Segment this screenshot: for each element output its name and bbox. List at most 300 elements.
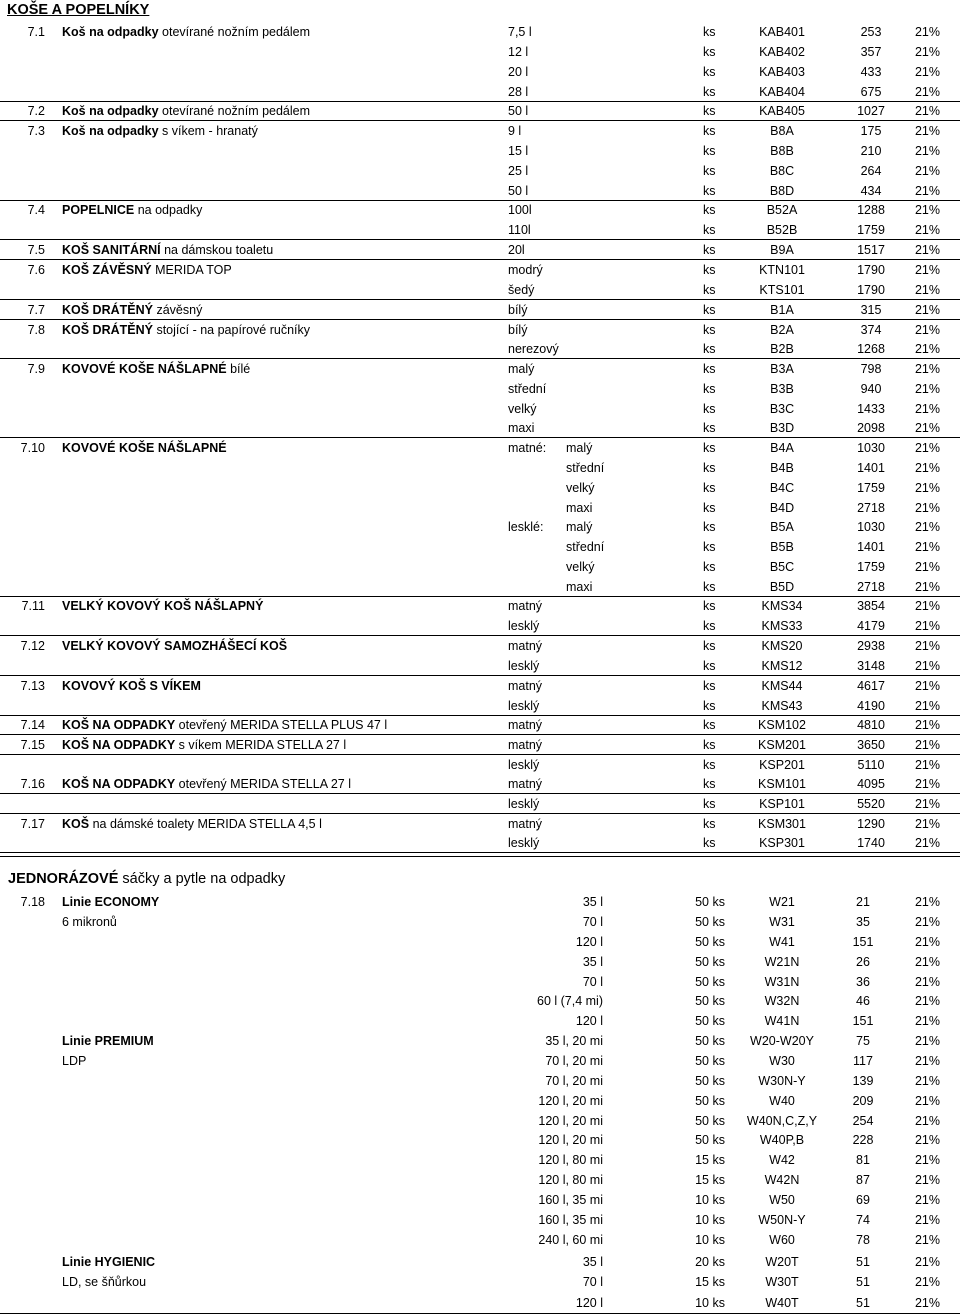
item-name <box>62 362 250 376</box>
variant: 7,5 l <box>508 25 532 39</box>
item-name <box>62 915 117 929</box>
pack-size: 50 ks <box>695 1034 725 1048</box>
item-number: 7.5 <box>27 243 45 257</box>
variant: lesklé: <box>508 520 544 534</box>
vat-rate: 21% <box>914 243 940 257</box>
product-code: W31 <box>769 915 795 929</box>
item-name-bold: KOŠ NA ODPADKY <box>62 738 176 752</box>
vat-rate: 21% <box>914 303 940 317</box>
vat-rate: 21% <box>914 1014 940 1028</box>
vat-rate: 21% <box>914 501 940 515</box>
vat-rate: 21% <box>914 738 940 752</box>
variant: matný <box>508 817 543 831</box>
unit: ks <box>703 164 716 178</box>
pack-size: 10 ks <box>695 1233 725 1247</box>
volume: 240 l, 60 mi <box>538 1233 603 1247</box>
table-row <box>0 577 960 597</box>
item-name <box>62 1255 155 1269</box>
item-name-detail: stojící - na papírové ručníky <box>152 323 310 337</box>
vat-rate: 21% <box>914 1233 940 1247</box>
product-code: B8C <box>769 164 795 178</box>
vat-rate: 21% <box>914 679 940 693</box>
volume: 60 l (7,4 mi) <box>537 994 603 1008</box>
vat-rate: 21% <box>914 1153 940 1167</box>
unit: ks <box>703 45 716 59</box>
item-name-bold: KOŠ NA ODPADKY <box>62 777 176 791</box>
page-title: KOŠE A POPELNÍKY <box>7 2 150 18</box>
item-name-detail: na odpadky <box>134 203 203 217</box>
unit: ks <box>703 817 716 831</box>
table-row <box>0 181 960 201</box>
product-code: W42 <box>769 1153 795 1167</box>
vat-rate: 21% <box>914 817 940 831</box>
variant: 28 l <box>508 85 529 99</box>
section-heading-bags: JEDNORÁZOVÉ sáčky a pytle na odpadky <box>8 871 286 887</box>
product-code: W20T <box>765 1255 799 1269</box>
vat-rate: 21% <box>914 836 940 850</box>
product-code: B3A <box>770 362 794 376</box>
table-row <box>0 42 960 61</box>
item-name <box>62 441 227 455</box>
volume: 70 l <box>582 975 603 989</box>
table-row <box>0 676 960 695</box>
price: 75 <box>856 1034 870 1048</box>
product-code: B1A <box>770 303 794 317</box>
item-name-bold: KOŠ DRÁTĚNÝ <box>62 323 153 337</box>
variant-size: velký <box>566 481 595 495</box>
section-divider <box>0 856 960 857</box>
unit: ks <box>703 777 716 791</box>
variant: 50 l <box>508 104 529 118</box>
table-row <box>0 498 960 517</box>
pack-size: 50 ks <box>695 1133 725 1147</box>
price: 264 <box>860 164 882 178</box>
item-number: 7.11 <box>21 599 45 613</box>
item-name-detail: 6 mikronů <box>62 915 117 929</box>
price: 3148 <box>857 659 885 673</box>
table-row <box>0 1150 960 1170</box>
product-code: W21 <box>769 895 795 909</box>
variant: matný <box>508 738 543 752</box>
price: 81 <box>856 1153 870 1167</box>
price: 210 <box>860 144 882 158</box>
table-row <box>0 1293 960 1314</box>
vat-rate: 21% <box>914 1255 940 1269</box>
vat-rate: 21% <box>914 1213 940 1227</box>
variant: 100l <box>508 203 532 217</box>
product-code: KSP301 <box>759 836 805 850</box>
variant-size: maxi <box>566 501 593 515</box>
table-row <box>0 22 960 41</box>
product-code: B52A <box>766 203 798 217</box>
item-name <box>62 1275 146 1289</box>
table-row <box>0 833 960 853</box>
variant: matný <box>508 679 543 693</box>
price: 434 <box>860 184 882 198</box>
item-name-bold: VELKÝ KOVOVÝ KOŠ NÁŠLAPNÝ <box>62 599 264 613</box>
vat-rate: 21% <box>914 223 940 237</box>
table-row <box>0 557 960 576</box>
unit: ks <box>703 124 716 138</box>
volume: 70 l <box>582 1275 603 1289</box>
vat-rate: 21% <box>914 619 940 633</box>
pack-size: 50 ks <box>695 975 725 989</box>
vat-rate: 21% <box>914 481 940 495</box>
item-name-bold: Koš na odpadky <box>62 124 159 138</box>
variant: 20 l <box>508 65 529 79</box>
pack-size: 50 ks <box>695 955 725 969</box>
price: 78 <box>856 1233 870 1247</box>
table-row <box>0 141 960 160</box>
product-code: B8D <box>769 184 795 198</box>
unit: ks <box>703 85 716 99</box>
product-code: KAB404 <box>759 85 805 99</box>
unit: ks <box>703 421 716 435</box>
price: 4190 <box>857 699 885 713</box>
item-name-bold: Koš na odpadky <box>62 25 159 39</box>
product-code: B5D <box>769 580 795 594</box>
unit: ks <box>703 619 716 633</box>
price: 228 <box>852 1133 874 1147</box>
price: 4095 <box>857 777 885 791</box>
product-code: B4D <box>769 501 795 515</box>
pack-size: 50 ks <box>695 994 725 1008</box>
item-number: 7.8 <box>27 323 45 337</box>
product-code: W40N,C,Z,Y <box>746 1114 818 1128</box>
price: 1288 <box>857 203 885 217</box>
product-code: W50 <box>769 1193 795 1207</box>
table-row <box>0 320 960 339</box>
price: 4179 <box>857 619 885 633</box>
table-row <box>0 1272 960 1292</box>
variant: střední <box>508 382 547 396</box>
variant-size: střední <box>566 461 605 475</box>
vat-rate: 21% <box>914 402 940 416</box>
table-row <box>0 616 960 636</box>
unit: ks <box>703 659 716 673</box>
item-name-bold: KOVOVÝ KOŠ S VÍKEM <box>62 679 201 693</box>
price: 3854 <box>857 599 885 613</box>
product-code: KSP101 <box>759 797 805 811</box>
variant: šedý <box>508 283 535 297</box>
price: 254 <box>852 1114 874 1128</box>
product-code: B4A <box>770 441 794 455</box>
product-code: B5B <box>770 540 794 554</box>
product-code: W30 <box>769 1054 795 1068</box>
vat-rate: 21% <box>914 1114 940 1128</box>
product-code: KMS44 <box>761 679 803 693</box>
product-code: B3C <box>769 402 795 416</box>
unit: ks <box>703 718 716 732</box>
price: 51 <box>856 1255 870 1269</box>
variant: 50 l <box>508 184 529 198</box>
volume: 70 l, 20 mi <box>545 1074 603 1088</box>
product-code: KSM101 <box>758 777 806 791</box>
volume: 120 l <box>575 935 603 949</box>
item-name-detail: LDP <box>62 1054 87 1068</box>
item-number: 7.6 <box>27 263 45 277</box>
unit: ks <box>703 144 716 158</box>
unit: ks <box>703 679 716 693</box>
vat-rate: 21% <box>914 1094 940 1108</box>
price: 357 <box>860 45 882 59</box>
table-row <box>0 240 960 260</box>
price: 2938 <box>857 639 885 653</box>
table-row <box>0 478 960 497</box>
price: 1759 <box>857 560 885 574</box>
price: 21 <box>856 895 870 909</box>
table-row <box>0 359 960 378</box>
table-row <box>0 62 960 81</box>
variant: bílý <box>508 303 528 317</box>
variant: lesklý <box>508 699 540 713</box>
price: 798 <box>860 362 882 376</box>
item-name-detail: závěsný <box>152 303 203 317</box>
table-row <box>0 1051 960 1071</box>
price: 1517 <box>857 243 885 257</box>
product-code: B3D <box>769 421 795 435</box>
product-code: B5C <box>769 560 795 574</box>
price: 175 <box>860 124 882 138</box>
price: 151 <box>852 1014 874 1028</box>
table-row <box>0 991 960 1011</box>
item-name-bold: POPELNICE <box>62 203 135 217</box>
price: 26 <box>856 955 870 969</box>
vat-rate: 21% <box>914 382 940 396</box>
unit: ks <box>703 104 716 118</box>
product-code: W30T <box>765 1275 799 1289</box>
variant: lesklý <box>508 619 540 633</box>
pack-size: 50 ks <box>695 915 725 929</box>
variant: lesklý <box>508 758 540 772</box>
product-code: KAB405 <box>759 104 805 118</box>
vat-rate: 21% <box>914 975 940 989</box>
table-row <box>0 260 960 279</box>
unit: ks <box>703 580 716 594</box>
item-name-detail: s víkem MERIDA STELLA 27 l <box>175 738 347 752</box>
price: 374 <box>860 323 882 337</box>
vat-rate: 21% <box>914 758 940 772</box>
price: 35 <box>856 915 870 929</box>
vat-rate: 21% <box>914 124 940 138</box>
volume: 35 l <box>582 955 603 969</box>
table-row <box>0 794 960 814</box>
product-code: W60 <box>769 1233 795 1247</box>
unit: ks <box>703 481 716 495</box>
price: 74 <box>856 1213 870 1227</box>
item-name <box>62 599 263 613</box>
table-row <box>0 300 960 320</box>
price: 139 <box>852 1074 874 1088</box>
product-code: KSM201 <box>758 738 806 752</box>
item-name <box>62 777 351 791</box>
price: 209 <box>852 1094 874 1108</box>
product-code: W21N <box>764 955 800 969</box>
volume: 160 l, 35 mi <box>538 1193 603 1207</box>
vat-rate: 21% <box>914 797 940 811</box>
product-code: KSP201 <box>759 758 805 772</box>
product-code: B52B <box>766 223 798 237</box>
variant: matný <box>508 639 543 653</box>
item-number: 7.12 <box>20 639 45 653</box>
variant: 12 l <box>508 45 529 59</box>
item-name <box>62 323 310 337</box>
item-name-detail: bílé <box>226 362 251 376</box>
table-row <box>0 1252 960 1272</box>
price: 1433 <box>857 402 885 416</box>
vat-rate: 21% <box>914 441 940 455</box>
vat-rate: 21% <box>914 283 940 297</box>
vat-rate: 21% <box>914 520 940 534</box>
unit: ks <box>703 639 716 653</box>
pack-size: 10 ks <box>695 1193 725 1207</box>
product-code: KMS34 <box>761 599 803 613</box>
vat-rate: 21% <box>914 1193 940 1207</box>
price: 433 <box>860 65 882 79</box>
unit: ks <box>703 362 716 376</box>
product-code: B2A <box>770 323 794 337</box>
item-name <box>62 1054 86 1068</box>
price: 1268 <box>857 342 885 356</box>
pack-size: 50 ks <box>695 1114 725 1128</box>
product-code: B5A <box>770 520 794 534</box>
table-row <box>0 200 960 219</box>
vat-rate: 21% <box>914 323 940 337</box>
vat-rate: 21% <box>914 915 940 929</box>
product-code: W42N <box>764 1173 800 1187</box>
item-name <box>62 718 387 732</box>
variant-size: střední <box>566 540 605 554</box>
pack-size: 10 ks <box>695 1296 725 1310</box>
product-code: W40P,B <box>759 1133 805 1147</box>
unit: ks <box>703 263 716 277</box>
product-code: B8B <box>770 144 794 158</box>
table-row <box>0 952 960 972</box>
table-row <box>0 537 960 556</box>
table-row <box>0 774 960 794</box>
variant: matné: <box>508 441 547 455</box>
volume: 160 l, 35 mi <box>538 1213 603 1227</box>
price: 4617 <box>857 679 885 693</box>
price: 1030 <box>857 441 885 455</box>
vat-rate: 21% <box>914 1296 940 1310</box>
variant: maxi <box>508 421 535 435</box>
price: 1790 <box>857 263 885 277</box>
item-name-bold: Koš na odpadky <box>62 104 159 118</box>
item-name <box>62 303 202 317</box>
vat-rate: 21% <box>914 263 940 277</box>
volume: 120 l, 20 mi <box>538 1114 603 1128</box>
product-code: KAB403 <box>759 65 805 79</box>
unit: ks <box>703 699 716 713</box>
item-name-bold: KOŠ NA ODPADKY <box>62 718 176 732</box>
variant: velký <box>508 402 537 416</box>
table-row <box>0 161 960 180</box>
product-code: KSM102 <box>758 718 806 732</box>
variant-size: maxi <box>566 580 593 594</box>
item-name-bold: KOVOVÉ KOŠE NÁŠLAPNÉ <box>62 441 227 455</box>
item-name <box>62 817 322 831</box>
item-number: 7.3 <box>27 124 45 138</box>
unit: ks <box>703 303 716 317</box>
item-name-detail: LD, se šňůrkou <box>62 1275 147 1289</box>
pack-size: 20 ks <box>695 1255 725 1269</box>
variant: matný <box>508 599 543 613</box>
item-number: 7.15 <box>20 738 45 752</box>
product-code: B3B <box>770 382 794 396</box>
vat-rate: 21% <box>914 144 940 158</box>
variant: nerezový <box>508 342 559 356</box>
vat-rate: 21% <box>914 1034 940 1048</box>
variant-size: malý <box>566 520 593 534</box>
product-code: W20-W20Y <box>750 1034 814 1048</box>
unit: ks <box>703 223 716 237</box>
product-code: B4B <box>770 461 794 475</box>
variant: lesklý <box>508 797 540 811</box>
table-row <box>0 121 960 140</box>
table-row <box>0 1210 960 1230</box>
unit: ks <box>703 560 716 574</box>
pack-size: 50 ks <box>695 935 725 949</box>
table-row <box>0 339 960 359</box>
product-code: W32N <box>764 994 800 1008</box>
table-row <box>0 1071 960 1091</box>
table-row <box>0 636 960 655</box>
table-row <box>0 1031 960 1051</box>
vat-rate: 21% <box>914 540 940 554</box>
price: 1401 <box>857 540 885 554</box>
item-name <box>62 738 346 752</box>
item-name-bold: KOVOVÉ KOŠE NÁŠLAPNÉ <box>62 362 227 376</box>
product-code: W41N <box>764 1014 800 1028</box>
price: 151 <box>852 935 874 949</box>
volume: 120 l, 20 mi <box>538 1094 603 1108</box>
unit: ks <box>703 25 716 39</box>
variant: bílý <box>508 323 528 337</box>
volume: 70 l <box>582 915 603 929</box>
unit: ks <box>703 758 716 772</box>
vat-rate: 21% <box>914 895 940 909</box>
product-code: KAB401 <box>759 25 805 39</box>
item-name-bold: VELKÝ KOVOVÝ SAMOZHÁŠECÍ KOŠ <box>62 639 288 653</box>
vat-rate: 21% <box>914 599 940 613</box>
unit: ks <box>703 441 716 455</box>
item-name-detail: otevřený MERIDA STELLA 27 l <box>175 777 351 791</box>
vat-rate: 21% <box>914 718 940 732</box>
item-number: 7.10 <box>20 441 45 455</box>
item-name-detail: otevřený MERIDA STELLA PLUS 47 l <box>175 718 388 732</box>
unit: ks <box>703 540 716 554</box>
price: 46 <box>856 994 870 1008</box>
table-row <box>0 1190 960 1210</box>
unit: ks <box>703 402 716 416</box>
volume: 120 l, 80 mi <box>538 1173 603 1187</box>
volume: 35 l <box>582 895 603 909</box>
vat-rate: 21% <box>914 164 940 178</box>
volume: 120 l, 20 mi <box>538 1133 603 1147</box>
item-name-detail: s víkem - hranatý <box>158 124 258 138</box>
price: 1030 <box>857 520 885 534</box>
price: 253 <box>860 25 882 39</box>
unit: ks <box>703 520 716 534</box>
table-row <box>0 912 960 932</box>
price: 117 <box>853 1054 873 1068</box>
pack-size: 15 ks <box>695 1173 725 1187</box>
product-code: KAB402 <box>759 45 805 59</box>
unit: ks <box>703 243 716 257</box>
product-code: KTS101 <box>759 283 805 297</box>
vat-rate: 21% <box>914 85 940 99</box>
